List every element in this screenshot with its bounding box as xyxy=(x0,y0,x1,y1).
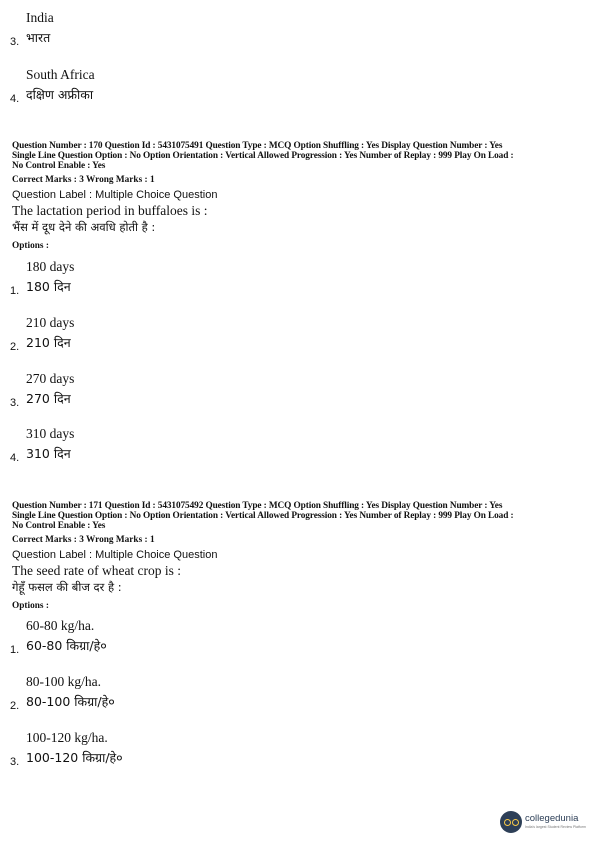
option-hindi: 270 दिन xyxy=(26,391,71,406)
option-hindi: दक्षिण अफ्रीका xyxy=(26,87,94,102)
option-hindi: 80-100 किग्रा/हे० xyxy=(26,694,115,709)
option-item xyxy=(0,730,300,776)
question-text-english: The lactation period in buffaloes is : xyxy=(12,203,208,218)
option-english: 270 days xyxy=(26,371,75,386)
question-text-english: The seed rate of wheat crop is : xyxy=(12,563,182,578)
question-label: Question Label : Multiple Choice Question xyxy=(12,549,218,561)
option-number: 4. xyxy=(10,452,20,464)
option-item xyxy=(0,674,300,720)
option-number: 1. xyxy=(10,644,20,656)
option-number: 4. xyxy=(10,93,20,105)
option-english: 80-100 kg/ha. xyxy=(26,674,101,689)
option-hindi: 310 दिन xyxy=(26,446,71,461)
logo-tagline: India's largest Student Review Platform xyxy=(525,825,586,829)
question-text-hindi: भैंस में दूध देने की अवधि होती है : xyxy=(12,220,156,234)
option-english: South Africa xyxy=(26,67,95,82)
option-hindi: 100-120 किग्रा/हे० xyxy=(26,750,123,765)
option-english: 180 days xyxy=(26,259,75,274)
option-number: 2. xyxy=(10,341,20,353)
options-heading: Options : xyxy=(12,241,49,251)
meta-line: Question Number : 170 Question Id : 5431075491 Question Type : MCQ Option Shuffling : Yes Display Question Number : Yes xyxy=(12,141,503,151)
logo-name: collegedunia xyxy=(525,813,579,824)
option-english: 100-120 kg/ha. xyxy=(26,730,108,745)
question-meta xyxy=(12,141,582,171)
option-item xyxy=(0,67,300,113)
option-item xyxy=(0,618,300,664)
option-item xyxy=(0,259,300,305)
meta-line: Single Line Question Option : No Option Orientation : Vertical Allowed Progression : Yes Number of Replay : 999 Play On Load : xyxy=(12,511,514,521)
question-block xyxy=(12,501,582,611)
option-item xyxy=(0,371,300,417)
option-item xyxy=(0,10,300,56)
question-block xyxy=(12,141,582,251)
option-hindi: भारत xyxy=(26,30,51,45)
option-english: India xyxy=(26,10,54,25)
question-text-hindi: गेहूँ फसल की बीज दर है : xyxy=(12,580,122,594)
option-number: 2. xyxy=(10,700,20,712)
marks-info: Correct Marks : 3 Wrong Marks : 1 xyxy=(12,535,155,545)
meta-line: Question Number : 171 Question Id : 5431075492 Question Type : MCQ Option Shuffling : Yes Display Question Number : Yes xyxy=(12,501,503,511)
option-number: 3. xyxy=(10,756,20,768)
question-label: Question Label : Multiple Choice Question xyxy=(12,189,218,201)
option-item xyxy=(0,315,300,361)
options-heading: Options : xyxy=(12,601,49,611)
option-hindi: 210 दिन xyxy=(26,335,71,350)
mascot-icon xyxy=(500,811,522,833)
marks-info: Correct Marks : 3 Wrong Marks : 1 xyxy=(12,175,155,185)
collegedunia-logo xyxy=(500,808,590,834)
option-item xyxy=(0,426,300,472)
option-number: 1. xyxy=(10,285,20,297)
option-english: 310 days xyxy=(26,426,75,441)
meta-line: No Control Enable : Yes xyxy=(12,521,106,531)
meta-line: Single Line Question Option : No Option Orientation : Vertical Allowed Progression : Yes Number of Replay : 999 Play On Load : xyxy=(12,151,514,161)
option-hindi: 60-80 किग्रा/हे० xyxy=(26,638,107,653)
option-hindi: 180 दिन xyxy=(26,279,71,294)
meta-line: No Control Enable : Yes xyxy=(12,161,106,171)
option-english: 60-80 kg/ha. xyxy=(26,618,95,633)
option-english: 210 days xyxy=(26,315,75,330)
question-meta xyxy=(12,501,582,531)
option-number: 3. xyxy=(10,36,20,48)
option-number: 3. xyxy=(10,397,20,409)
